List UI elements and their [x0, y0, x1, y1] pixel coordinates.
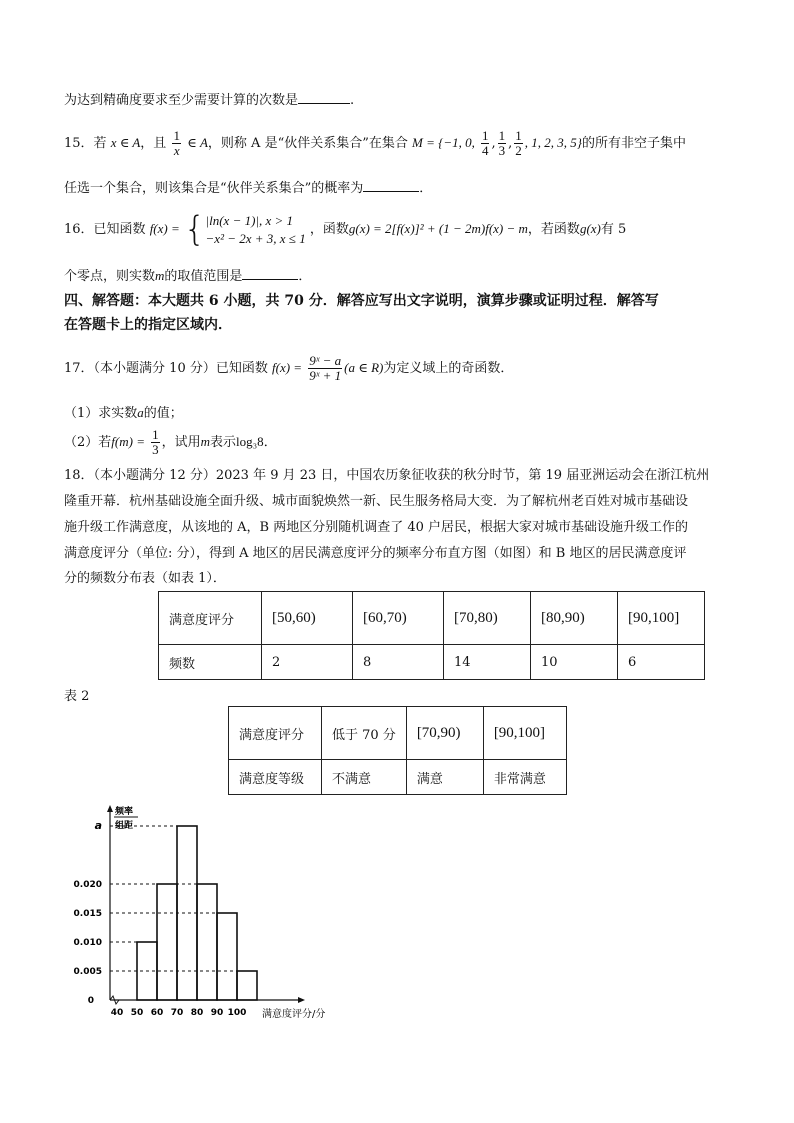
table-cell: 频数	[159, 645, 262, 680]
q16-line2: 个零点，则实数m的取值范围是 ．	[64, 268, 312, 284]
frequency-histogram	[60, 800, 350, 1025]
table-cell: 14	[444, 645, 531, 680]
table-header-cell: [90,100]	[618, 592, 705, 645]
a-in-r: (a ∈ R)	[344, 360, 384, 375]
fraction-1-over-x	[172, 129, 181, 158]
table-1	[158, 591, 705, 680]
y-tick-label: 0.015	[73, 909, 102, 919]
m-var: m	[155, 268, 165, 283]
q17-number: 17．（本小题满分 10 分）已知函数	[64, 361, 268, 376]
part2-express: 表示	[210, 435, 237, 450]
table-header-cell: [80,90)	[531, 592, 618, 645]
frac-num: 1	[498, 128, 506, 143]
q14-tail-line	[64, 91, 354, 110]
q15-line2: 任选一个集合，则该集合是“伙伴关系集合”的概率为 ．	[64, 181, 433, 196]
x-tick-label: 70	[170, 1008, 184, 1018]
fraction-1-over-4	[481, 129, 490, 158]
frac-den: x	[173, 143, 180, 158]
part2-use: ，试用	[161, 435, 201, 450]
piecewise	[206, 212, 306, 248]
frac-den: 3	[152, 442, 159, 457]
frac-num: 1	[481, 128, 489, 143]
answer-blank[interactable]	[242, 267, 298, 280]
section-4-heading-cont: 在答题卡上的指定区域内．	[64, 317, 232, 333]
q16-range: 的取值范围是	[164, 269, 243, 284]
q17-text: 为定义域上的奇函数．	[383, 361, 514, 376]
fraction-1-over-3	[498, 129, 507, 158]
q16-func: ，函数	[309, 222, 349, 237]
table-header-cell: [50,60)	[262, 592, 353, 645]
table-header-row	[229, 707, 567, 760]
table-2	[228, 706, 567, 795]
table-header-cell: 满意度评分	[229, 707, 322, 760]
part1-end: 的值；	[143, 406, 183, 421]
q14-tail-text: 为达到精确度要求至少需要计算的次数是	[64, 93, 299, 108]
histogram-bar	[237, 971, 257, 1000]
table-cell: 非常满意	[483, 760, 566, 795]
q17-part2	[64, 426, 277, 459]
x-axis-label: 满意度评分/分	[262, 1009, 326, 1020]
table-cell: 6	[618, 645, 705, 680]
x-tick-label: 80	[190, 1008, 204, 1018]
table-row	[229, 760, 567, 795]
fraction-q17	[308, 354, 342, 383]
q17-line	[64, 350, 513, 387]
table-header-cell: [70,90)	[406, 707, 483, 760]
y-tick-label: 0.005	[73, 967, 102, 977]
table-header-cell: [70,80)	[444, 592, 531, 645]
x-tick-label: 60	[150, 1008, 164, 1018]
x-tick-label: 40	[110, 1008, 124, 1018]
piece-1: |ln(x − 1)|, x > 1	[205, 212, 294, 228]
piece-2: −x² − 2x + 3, x ≤ 1	[205, 230, 306, 246]
q16-line1	[64, 211, 626, 248]
frac-num: 1	[515, 128, 522, 143]
table-header-cell: 低于 70 分	[322, 707, 407, 760]
frac-den: 9ˣ + 1	[309, 368, 342, 383]
table-header-cell: [60,70)	[353, 592, 444, 645]
x-tick-label: 90	[210, 1008, 224, 1018]
q16-has: 有 5	[600, 222, 627, 237]
table-header-cell: 满意度评分	[159, 592, 262, 645]
table-2-label: 表 2	[64, 689, 90, 704]
y-axis-arrow	[107, 805, 113, 812]
set-m-end: , 1, 2, 3, 5}	[524, 135, 582, 150]
q15-line1: 15．若 x ∈ A，且 $\frac{1}{x}$ ∈ A，则称 A 是“伙伴关系集合”在集合 M = {−1, 0, $\frac{1}{4}$ , $\frac{1}{3}$ , $\frac{1}{2}$ , 1, 2, 3, 5}的所有非空子集中	[64, 128, 686, 158]
log-expr: log₃8	[236, 434, 264, 449]
f-def: f(x) =	[149, 221, 180, 236]
table-cell: 8	[353, 645, 444, 680]
table-header-row	[159, 592, 705, 645]
frac-den: 3	[498, 143, 506, 158]
part1-text: （1）求实数	[64, 406, 138, 421]
fraction-1-over-3	[151, 428, 160, 457]
histogram-bar	[197, 884, 217, 1000]
x-tick-label: 50	[130, 1008, 144, 1018]
q15-text: ，则称 A 是“伙伴关系集合”在集合	[207, 136, 408, 151]
table-cell: 不满意	[322, 760, 407, 795]
frac-num: 9ˣ − a	[309, 353, 342, 368]
q15-line2-text: 任选一个集合，则该集合是“伙伴关系集合”的概率为	[64, 181, 364, 196]
y-axis-label: 频率	[115, 807, 134, 817]
q18-line3: 施升级工作满意度，从该地的 A，B 两地区分别随机调查了 40 户居民，根据大家对城市基础设施升级工作的	[64, 520, 689, 535]
frac-den: 4	[481, 143, 489, 158]
q16-if: ，若函数	[527, 222, 580, 237]
f-m: f(m) =	[111, 434, 145, 449]
q15-number: 15．若	[64, 136, 107, 151]
q16-number: 16．已知函数	[64, 222, 146, 237]
y-tick-label: 0.020	[73, 880, 102, 890]
q15-in-a: ∈ A	[187, 135, 208, 150]
left-brace: {	[183, 209, 206, 250]
answer-blank[interactable]	[363, 179, 419, 192]
q17-part1	[64, 404, 183, 423]
table-cell: 满意	[406, 760, 483, 795]
set-m-start: M = {−1, 0,	[412, 135, 475, 150]
x-tick-label: 100	[227, 1008, 247, 1018]
period: .	[350, 93, 355, 108]
period: ．	[263, 435, 277, 450]
y-tick-label: a	[94, 819, 102, 832]
y-tick-label: 0.010	[73, 938, 102, 948]
frac-num: 1	[173, 128, 180, 143]
table-cell: 10	[531, 645, 618, 680]
q15-x-in-a: x ∈ A	[110, 135, 141, 150]
table-row	[159, 645, 705, 680]
frac-den: 2	[515, 143, 522, 158]
g-def: g(x) = 2[f(x)]² + (1 − 2m)f(x) − m	[348, 221, 528, 236]
q18-line2: 隆重开幕．杭州基础设施全面升级、城市面貌焕然一新、民生服务格局大变．为了解杭州老百姓对城市基础设	[64, 494, 689, 509]
y-axis-label: 组距	[115, 821, 134, 831]
histogram-bar	[157, 884, 177, 1000]
section-4-heading: 四、解答题：本大题共 6 小题，共 70 分．解答应写出文字说明，演算步骤或证明过程．解答写	[64, 293, 659, 309]
m-var: m	[200, 434, 211, 449]
table-cell: 2	[262, 645, 353, 680]
table-header-cell: [90,100]	[483, 707, 566, 760]
y-tick-label: 0	[87, 996, 94, 1006]
q15-text-end: 的所有非空子集中	[581, 136, 686, 151]
q16-line2-text: 个零点，则实数	[64, 269, 156, 284]
x-axis-arrow	[298, 997, 305, 1003]
part2-text: （2）若	[64, 435, 112, 450]
q18-line4: 满意度评分（单位: 分），得到 A 地区的居民满意度评分的频率分布直方图（如图）和 B 地区的居民满意度评	[64, 546, 687, 561]
a-var: a	[137, 405, 144, 420]
fraction-1-over-2	[514, 129, 523, 158]
q18-line1: 18．（本小题满分 12 分）2023 年 9 月 23 日，中国农历象征收获的秋分时节，第 19 届亚洲运动会在浙江杭州	[64, 468, 710, 483]
q18-line5: 分的频数分布表（如表 1）．	[64, 571, 226, 586]
frac-num: 1	[152, 427, 159, 442]
f-def: f(x) =	[272, 360, 303, 375]
histogram-bar	[217, 913, 237, 1000]
g-ref: g(x)	[579, 221, 601, 236]
q15-and: ，且	[140, 136, 167, 151]
table-cell: 满意度等级	[229, 760, 322, 795]
answer-blank[interactable]	[298, 91, 350, 104]
